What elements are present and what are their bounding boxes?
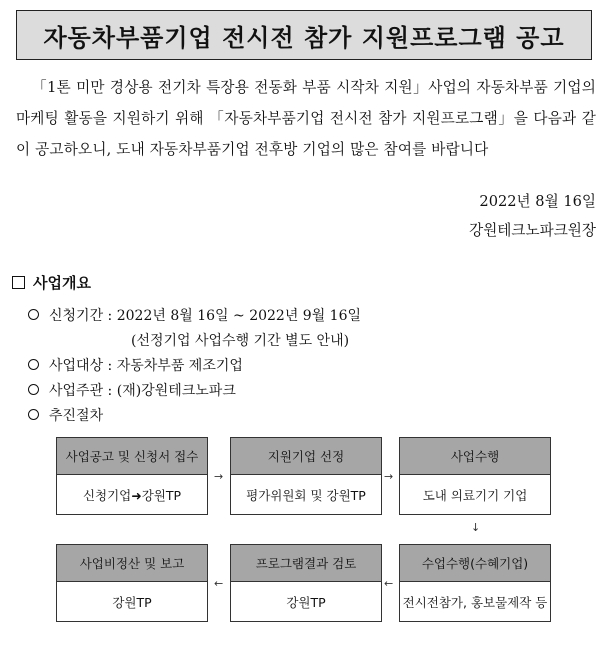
section-title: 사업개요 — [33, 274, 91, 292]
step-head: 사업수행 — [400, 438, 550, 475]
circle-bullet-icon — [28, 384, 39, 395]
item-separator: : — [103, 308, 117, 324]
period-note: (선정기업 사업수행 기간 별도 안내) — [131, 333, 350, 349]
item-label: 추진절차 — [49, 408, 104, 424]
announcement-date: 2022년 8월 16일 — [479, 193, 596, 210]
arrow-down-icon: ↓ — [471, 521, 481, 534]
process-step-1 — [56, 437, 208, 515]
process-step-3 — [399, 437, 551, 515]
step-head: 프로그램결과 검토 — [231, 545, 381, 582]
item-label: 사업주관 — [49, 383, 104, 399]
issuer-name: 강원테크노파크원장 — [469, 222, 596, 239]
item-label: 사업대상 — [49, 358, 104, 374]
process-step-4 — [399, 544, 551, 622]
arrow-right-icon: → — [214, 470, 224, 483]
arrow-left-icon: ← — [214, 577, 224, 590]
item-value: (재)강원테크노파크 — [116, 383, 236, 399]
step-body: 신청기업➜강원TP — [82, 488, 182, 503]
item-value: 2022년 8월 16일 ~ 2022년 9월 16일 — [116, 308, 362, 324]
step-head: 사업공고 및 신청서 접수 — [57, 438, 207, 475]
step-head: 지원기업 선정 — [231, 438, 381, 475]
item-value: 자동차부품 제조기업 — [116, 358, 243, 374]
circle-bullet-icon — [28, 309, 39, 320]
overview-item-procedure — [28, 405, 103, 425]
step-head: 수업수행(수혜기업) — [400, 545, 550, 582]
item-separator: : — [103, 383, 117, 399]
circle-bullet-icon — [28, 409, 39, 420]
process-step-6 — [56, 544, 208, 622]
section-heading — [12, 272, 91, 293]
overview-item-period — [28, 305, 361, 325]
overview-item-host — [28, 380, 236, 400]
step-body: 도내 의료기기 기업 — [422, 488, 528, 503]
step-body: 강원TP — [286, 595, 326, 610]
item-separator: : — [103, 358, 117, 374]
step-body: 강원TP — [112, 595, 152, 610]
step-head: 사업비정산 및 보고 — [57, 545, 207, 582]
item-label: 신청기간 — [49, 308, 104, 324]
overview-item-target — [28, 355, 243, 375]
page-title: 자동차부품기업 전시전 참가 지원프로그램 공고 — [16, 10, 592, 60]
arrow-right-icon: → — [384, 470, 394, 483]
circle-bullet-icon — [28, 359, 39, 370]
arrow-left-icon: ← — [384, 577, 394, 590]
intro-paragraph: 「1톤 미만 경상용 전기차 특장용 전동화 부품 시작차 지원」사업의 자동차부품 기업의 마케팅 활동을 지원하기 위해 「자동차부품기업 전시전 참가 지원프로그램」을 다음과 같이 공고하오니, 도내 자동차부품기업 전후방 기업의 많은 참여를 바랍니다 — [16, 79, 596, 158]
square-bullet-icon — [12, 276, 25, 289]
process-step-5 — [230, 544, 382, 622]
step-body: 전시전참가, 홍보물제작 등 — [402, 595, 548, 610]
step-body: 평가위원회 및 강원TP — [246, 488, 366, 503]
process-step-2 — [230, 437, 382, 515]
